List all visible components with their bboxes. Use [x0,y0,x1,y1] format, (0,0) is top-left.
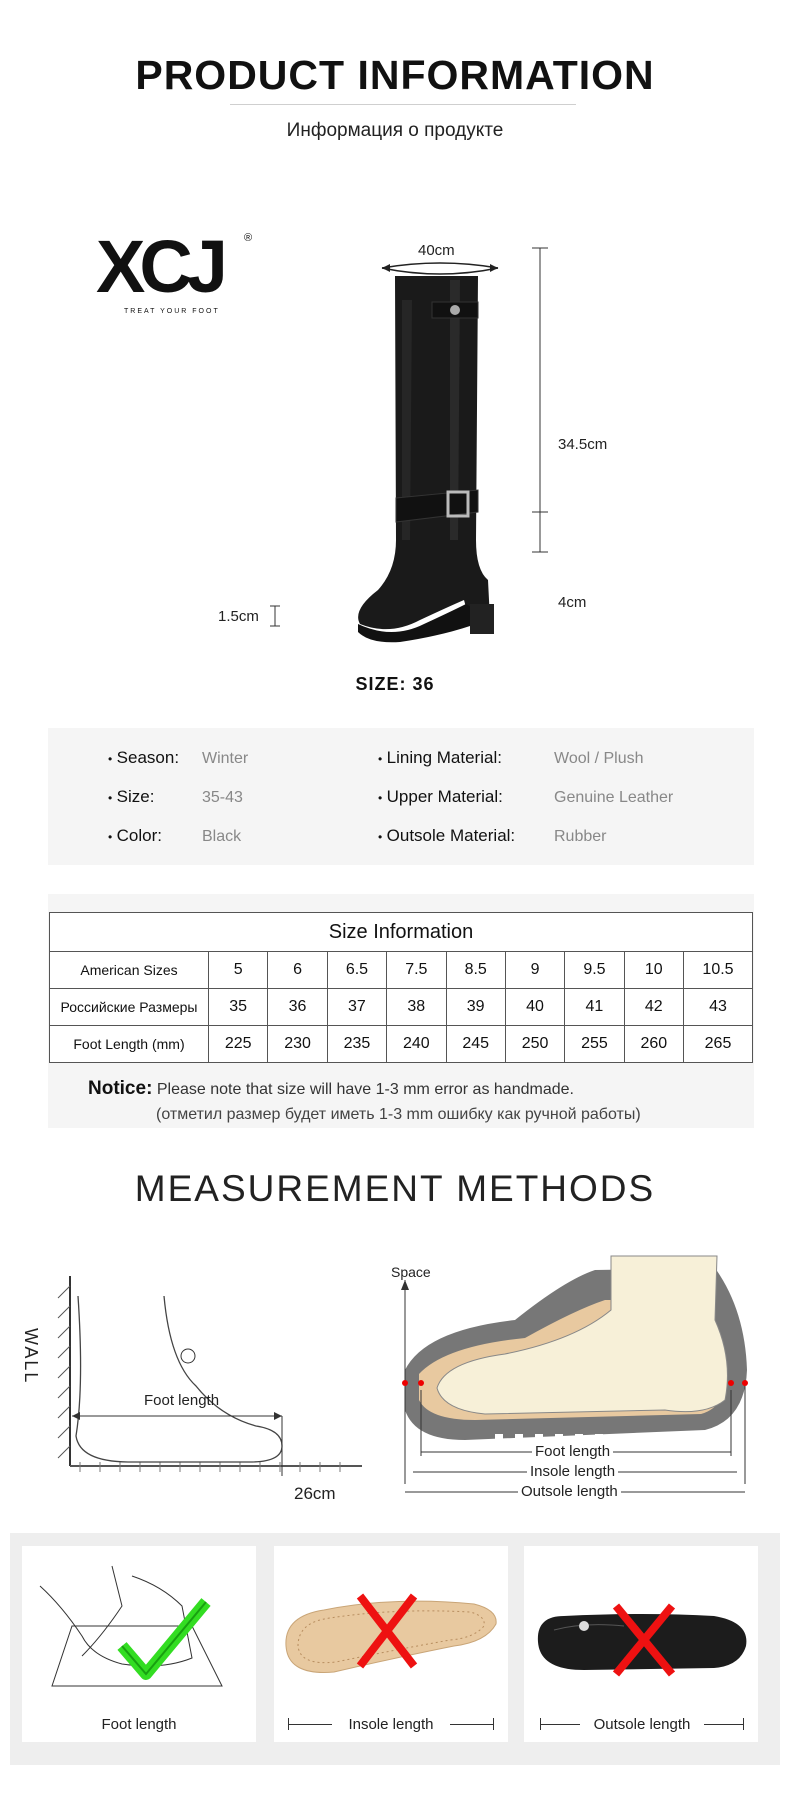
table-row: American Sizes 5 6 6.5 7.5 8.5 9 9.5 10 10.5 [50,952,753,989]
wall-label: WALL [21,1328,41,1385]
spec-season-value: Winter [202,750,249,767]
spec-upper: • Upper Material: [378,787,503,806]
spec-outsole: • Outsole Material: [378,826,516,845]
measurement-title: MEASUREMENT METHODS [134,1168,656,1209]
spec-size-value: 35-43 [202,789,243,806]
heel-height-label: 4cm [558,594,587,611]
insole-measure-tick-right [493,1718,494,1730]
logo-tagline: TREAT YOUR FOOT [124,308,220,315]
spec-panel [48,728,754,865]
foot-tracing-image [22,1546,256,1706]
shoe-measure-diagram [385,1250,765,1510]
method-panel-foot [22,1546,256,1742]
spec-upper-value: Genuine Leather [554,789,674,806]
notice-label: Notice: [88,1078,153,1099]
shaft-height-label: 34.5cm [558,436,608,453]
spec-lining-value: Wool / Plush [554,750,644,767]
panel-caption-outsole: Outsole length [580,1716,704,1733]
method-panel-outsole [524,1546,758,1742]
shoe-insole-length-label: Insole length [527,1463,618,1480]
title-divider [230,104,576,105]
foot-length-label: Foot length [144,1392,220,1409]
method-panel-insole [274,1546,508,1742]
logo-text: XCJ [96,225,222,308]
table-row: Российские Размеры 35 36 37 38 39 40 41 42 43 [50,989,753,1026]
notice-line [88,1078,574,1100]
flat-shoe-image [524,1546,758,1706]
spec-size: • Size: [108,787,155,806]
insole-measure-tick-left [288,1718,289,1730]
space-label: Space [391,1264,431,1280]
foot-measure-value: 26cm [294,1484,336,1503]
spec-color: • Color: [108,826,163,845]
notice-text: Please note that size will have 1-3 mm error as handmade. [156,1081,574,1098]
spec-lining: • Lining Material: [378,748,502,767]
outsole-measure-tick-right [743,1718,744,1730]
foot-measure-diagram [20,1266,370,1516]
insole-image [274,1546,508,1706]
size-table-title: Size Information [50,913,753,952]
spec-color-value: Black [202,828,242,845]
panel-caption-foot: Foot length [101,1716,177,1733]
size-caption: SIZE: 36 [355,674,435,694]
platform-marker [268,604,282,628]
boot-illustration [300,240,630,660]
page-subtitle: Информация о продукте [286,120,504,141]
outsole-measure-tick-left [540,1718,541,1730]
page-title: PRODUCT INFORMATION [135,52,655,98]
foot-diagram-image [20,1266,370,1516]
notice-text-ru: (отметил размер будет иметь 1-3 mm ошибку как ручной работы) [156,1106,641,1123]
size-table [49,912,753,1063]
registered-mark: ® [244,232,253,244]
circumference-label: 40cm [418,242,455,259]
brand-logo [96,225,266,320]
shoe-outsole-length-label: Outsole length [518,1483,621,1500]
platform-label: 1.5cm [218,608,259,625]
spec-season: • Season: [108,748,180,767]
shoe-foot-length-label: Foot length [532,1443,613,1460]
table-row: Foot Length (mm) 225 230 235 240 245 250 255 260 265 [50,1026,753,1063]
panel-caption-insole: Insole length [332,1716,450,1733]
spec-outsole-value: Rubber [554,828,607,845]
